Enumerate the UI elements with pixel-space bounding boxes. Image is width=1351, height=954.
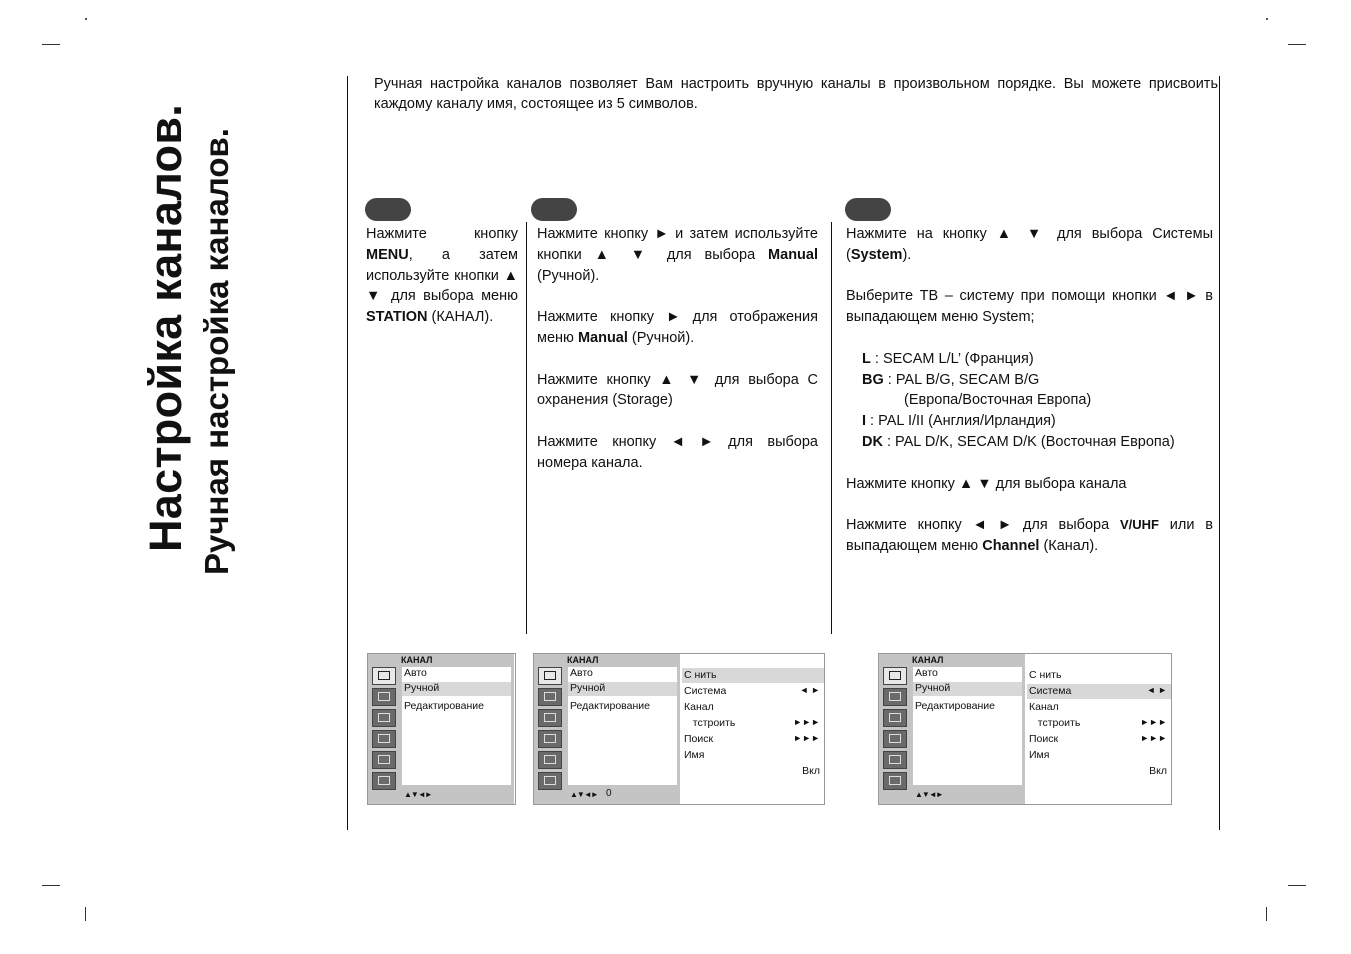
crop-mark (1288, 44, 1306, 45)
screen-icon (883, 772, 907, 790)
registration-dot (1266, 18, 1268, 20)
submenu-row-system: Система ◄ ► (684, 685, 820, 697)
nav-hint: ▲▼◄► (404, 790, 432, 799)
crop-mark (42, 885, 60, 886)
submenu-row-storage: С нить (1029, 669, 1062, 681)
menu-item-manual: Ручной (915, 682, 951, 694)
nav-hint-extra: 0 (606, 788, 612, 799)
menu-item-auto: Авто (570, 667, 593, 679)
picture-icon (372, 688, 396, 706)
screen-icon (372, 772, 396, 790)
tv-system-list: L : SECAM L/L’ (Франция) BG : PAL B/G, SECAM B/G (Европа/Восточная Европа) I : PAL I/II (Англия/Ирландия) DK : PAL D/K, SECAM D/K (Восточная Европа) (862, 350, 1175, 450)
menu-title: КАНАЛ (401, 655, 433, 665)
setup-icon (538, 751, 562, 769)
sound-icon (883, 709, 907, 727)
system-submenu (1027, 666, 1171, 804)
submenu-row-system: Система ◄ ► (1029, 685, 1167, 697)
submenu-row-name: Имя (1029, 749, 1050, 761)
tv-icon (372, 667, 396, 685)
submenu-row-search: Поиск ►►► (684, 733, 820, 745)
nav-hint: ▲▼◄► (915, 790, 943, 799)
step-3-text: Нажмите на кнопку ▲ ▼ для выбора Системы (System). Выберите ТВ – систему при помощи кнопки ◄ ► в выпадающем меню System; L : SECAM L/L’ (Франция) BG : PAL B/G, SECAM B/G (Европа/Восточная Европа) I : PAL I/II (Англия/Ирландия) DK : PAL D/K, SECAM D/K (Восточная Европа) Нажмите кнопку ▲ ▼ для выбора канала Нажмите кнопку ◄ ► для выбора V/UHF или в выпадающем меню Channel (Канал). (846, 226, 1213, 554)
intro-text: Ручная настройка каналов позволяет Вам настроить вручную каналы в произвольном порядке. Вы можете присвоить каждому каналу имя, состоящее из 5 символов. (374, 76, 1218, 112)
tv-icon (883, 667, 907, 685)
submenu-row-on: Вкл (1149, 765, 1167, 777)
submenu-row-channel: Канал (1029, 701, 1059, 713)
menu-title: КАНАЛ (912, 655, 944, 665)
tv-menu-station (367, 653, 516, 805)
crop-mark (1266, 907, 1267, 921)
crop-mark (85, 907, 86, 921)
step-badge-2 (531, 198, 577, 221)
menu-item-auto: Авто (915, 667, 938, 679)
page-subtitle: Ручная настройка каналов. (198, 128, 235, 575)
menu-title: КАНАЛ (567, 655, 599, 665)
menu-item-auto: Авто (404, 667, 427, 679)
picture-icon (883, 688, 907, 706)
submenu-row-channel: Канал (684, 701, 714, 713)
tv-menu-system (878, 653, 1172, 805)
setup-icon (372, 751, 396, 769)
step-1-text: Нажмите кнопку MENU, а затем используйте кнопки ▲ ▼ для выбора меню STATION (КАНАЛ). (366, 226, 518, 326)
submenu-row-search: Поиск ►►► (1029, 733, 1167, 745)
column-divider (526, 222, 527, 634)
setup-icon (883, 751, 907, 769)
crop-mark (1288, 885, 1306, 886)
menu-item-edit: Редактирование (570, 700, 650, 712)
right-rule (1219, 76, 1220, 830)
picture-icon (538, 688, 562, 706)
submenu-row-on: Вкл (802, 765, 820, 777)
column-divider (831, 222, 832, 634)
menu-item-edit: Редактирование (915, 700, 995, 712)
step-badge-1 (365, 198, 411, 221)
menu-item-manual: Ручной (570, 682, 606, 694)
registration-dot (85, 18, 87, 20)
step-badge-3 (845, 198, 891, 221)
submenu-row-storage: С нить (684, 669, 717, 681)
timer-icon (883, 730, 907, 748)
submenu-row-name: Имя (684, 749, 705, 761)
step-2-text: Нажмите кнопку ► и затем используйте кнопки ▲ ▼ для выбора Manual (Ручной). Нажмите кнопку ► для отображения меню Manual (Ручной). Нажмите кнопку ▲ ▼ для выбора С охранения (Storage) Нажмите кнопку ◄ ► для выбора номера канала. (537, 226, 818, 471)
sound-icon (538, 709, 562, 727)
page-title: Настройка каналов. (140, 103, 191, 552)
manual-submenu (682, 666, 824, 804)
submenu-row-tune: тстроить ►►► (684, 717, 820, 729)
tv-menu-manual (533, 653, 825, 805)
crop-mark (42, 44, 60, 45)
menu-item-edit: Редактирование (404, 700, 484, 712)
submenu-row-tune: тстроить ►►► (1029, 717, 1167, 729)
menu-item-manual: Ручной (404, 682, 440, 694)
timer-icon (538, 730, 562, 748)
left-rule (347, 76, 348, 830)
screen-icon (538, 772, 562, 790)
sound-icon (372, 709, 396, 727)
timer-icon (372, 730, 396, 748)
nav-hint: ▲▼◄► (570, 790, 598, 799)
tv-icon (538, 667, 562, 685)
